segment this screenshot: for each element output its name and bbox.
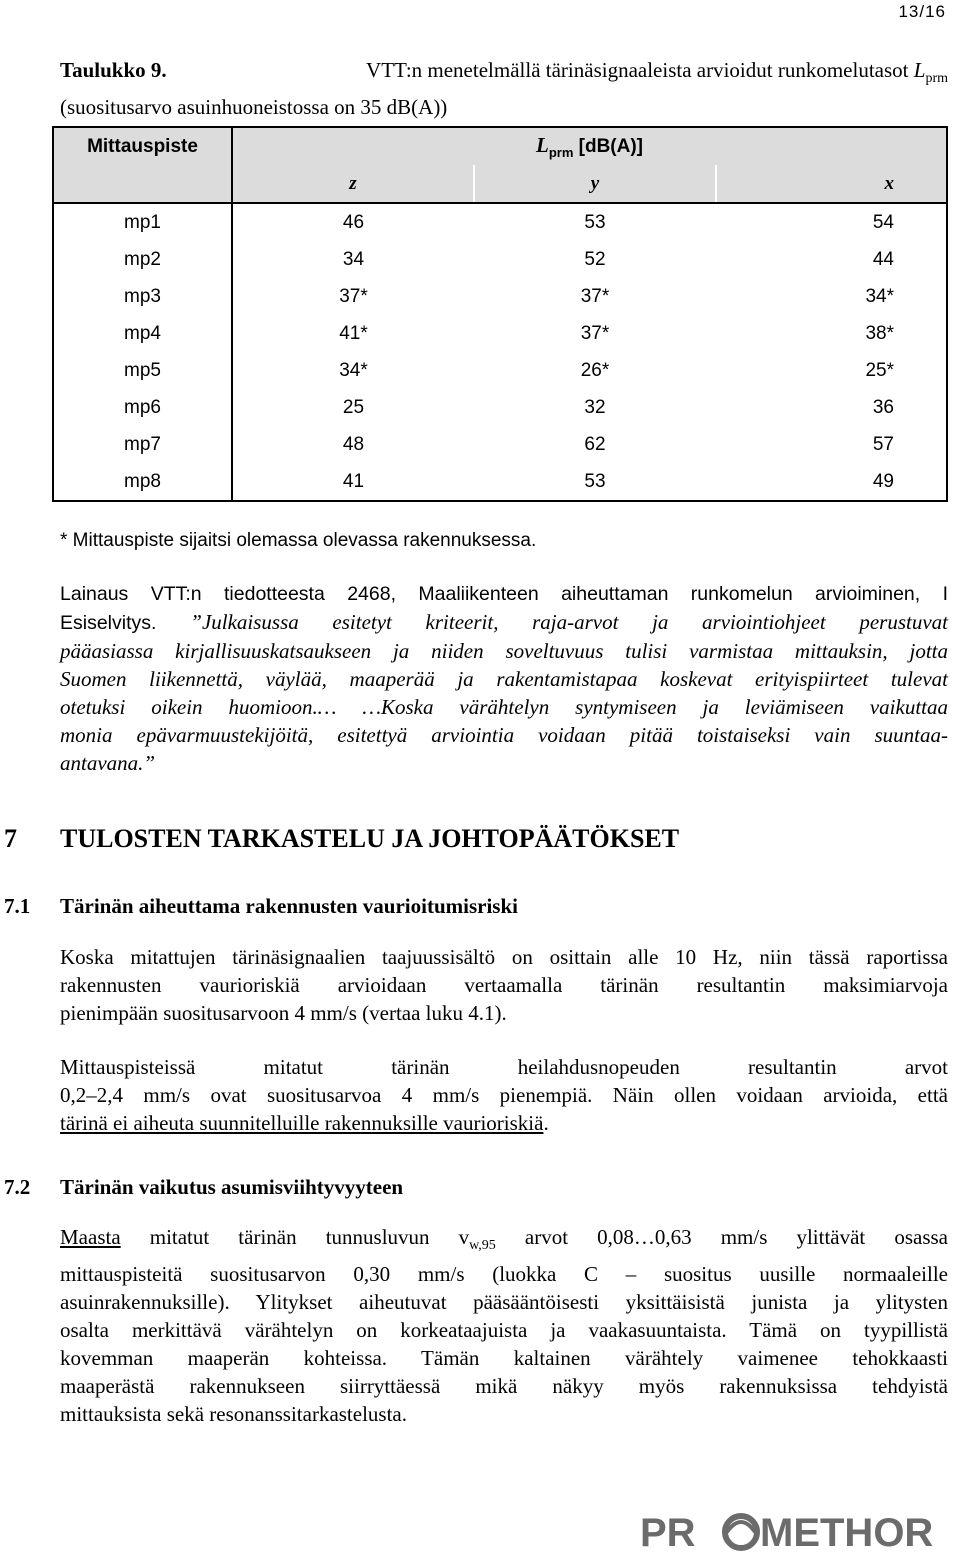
header-unit: [dB(A)] <box>578 136 644 158</box>
cell-point: mp8 <box>53 463 232 501</box>
section-7-title: TULOSTEN TARKASTELU JA JOHTOPÄÄTÖKSET <box>60 824 680 853</box>
logo-o-mark <box>725 1516 757 1548</box>
caption-text-2: (suositusarvo asuinhuoneistossa on 35 dB(A)) <box>60 95 448 120</box>
cell-x: 44 <box>872 248 894 270</box>
quote-line-3: pääasiassa kirjallisuuskatsaukseen ja niiden soveltuvuus tulisi varmistaa mittauksin, jotta <box>60 639 948 663</box>
header-symbol: L <box>535 133 549 158</box>
section-7-number: 7 <box>4 824 17 853</box>
quote-block <box>60 580 948 777</box>
table-row <box>53 463 947 501</box>
paragraph-line: asuinrakennuksille). Ylitykset aiheutuvat pääsääntöisesti yksittäisistä junista ja ylitysten <box>60 1290 948 1315</box>
paragraph-line: kovemman maaperän kohteissa. Tämän kaltainen värähtely vaimenee tehokkaasti <box>60 1346 948 1371</box>
cell-y: 53 <box>584 211 606 233</box>
cell-x: 57 <box>872 433 894 455</box>
table-row <box>53 203 947 241</box>
cell-x: 54 <box>872 211 894 233</box>
caption-text: VTT:n menetelmällä tärinäsignaaleista arvioidut runkomelutasot <box>366 58 909 82</box>
paragraph-line: 0,2–2,4 mm/s ovat suositusarvoa 4 mm/s pienempiä. Näin ollen voidaan arvioida, että <box>60 1083 948 1107</box>
cell-x: 38* <box>865 322 894 344</box>
table-row <box>53 241 947 278</box>
paragraph-line: Koska mitattujen tärinäsignaalien taajuussisältö on osittain alle 10 Hz, niin tässä raportissa <box>60 945 948 969</box>
header-symbol-sub: prm <box>548 144 574 160</box>
header-quantity <box>232 127 947 165</box>
section-7-2-heading <box>4 1175 403 1200</box>
header-point: Mittauspiste <box>53 127 232 165</box>
cell-z: 25 <box>342 396 365 418</box>
header-axis-y: y <box>474 165 716 203</box>
cell-z: 37* <box>339 285 368 307</box>
quote-line-6: monia epävarmuustekijöitä, esitettyä arviointia voidaan pitää toistaiseksi vain suuntaa- <box>60 723 948 747</box>
quote-line-4: Suomen liikennettä, väylää, maaperää ja rakentamistapaa koskevat erityispiirteet tulevat <box>60 667 948 691</box>
quote-line-2-italic: ”Julkaisussa esitetyt kriteerit, raja-arvot ja arviointiohjeet perustuvat <box>190 610 948 634</box>
cell-y: 53 <box>584 470 606 492</box>
section-7-1-title: Tärinän aiheuttama rakennusten vaurioitumisriski <box>60 894 518 918</box>
cell-y: 32 <box>584 396 606 418</box>
cell-z: 41* <box>339 322 368 344</box>
logo-text-left: PR <box>640 1511 696 1552</box>
cell-point: mp2 <box>53 241 232 278</box>
cell-y: 52 <box>584 248 606 270</box>
section-7-1-heading <box>4 894 518 919</box>
cell-point: mp1 <box>53 203 232 241</box>
section-7-1-number: 7.1 <box>4 894 31 918</box>
paragraph-line: osalta merkittävä värähtelyn on korkeataajuista ja vaakasuuntaista. Tämä on tyypillistä <box>60 1318 948 1343</box>
table-footnote: * Mittauspiste sijaitsi olemassa olevassa rakennuksessa. <box>60 530 537 551</box>
cell-z: 48 <box>342 433 365 455</box>
paragraph-line: mittauksista sekä resonanssitarkastelusta. <box>60 1402 408 1427</box>
cell-z: 34 <box>342 248 365 270</box>
promethor-logo <box>640 1508 950 1552</box>
table-row <box>53 426 947 463</box>
cell-z: 41 <box>342 470 365 492</box>
header-axis-x: x <box>716 165 947 203</box>
header-blank <box>53 165 232 203</box>
cell-point: mp4 <box>53 315 232 352</box>
logo-text-right: METHOR <box>760 1511 934 1552</box>
paragraph-line: pienimpään suositusarvoon 4 mm/s (vertaa luku 4.1). <box>60 1001 507 1025</box>
underlined-conclusion: tärinä ei aiheuta suunnitelluille rakennuksille vaurioriskiä <box>60 1111 544 1135</box>
caption-symbol: L <box>913 58 926 82</box>
table-caption <box>60 56 948 121</box>
cell-z: 46 <box>342 211 365 233</box>
cell-point: mp5 <box>53 352 232 389</box>
cell-x: 36 <box>872 396 894 418</box>
cell-y: 62 <box>584 433 606 455</box>
quote-line-2-plain: Esiselvitys. <box>60 612 157 634</box>
quote-line-7: antavana.” <box>60 751 156 775</box>
underlined-word: Maasta <box>60 1225 121 1249</box>
paragraph-end: . <box>543 1111 549 1135</box>
cell-x: 25* <box>865 359 894 381</box>
cell-x: 49 <box>872 470 894 492</box>
paragraph-line: maaperästä rakennukseen siirryttäessä mikä näkyy myös rakennuksissa tehdyistä <box>60 1374 948 1399</box>
section-7-heading <box>4 824 679 854</box>
subscript: w,95 <box>469 1238 496 1254</box>
paragraph-line: mittauspisteitä suositusarvon 0,30 mm/s (luokka C – suositus uusille normaaleille <box>60 1262 948 1287</box>
cell-z: 34* <box>339 359 368 381</box>
cell-y: 37* <box>580 322 610 344</box>
quote-line-1: Lainaus VTT:n tiedotteesta 2468, Maaliikenteen aiheuttaman runkomelun arvioiminen, I <box>60 583 948 605</box>
paragraph-text: mitatut tärinän tunnusluvun v <box>120 1225 470 1249</box>
paragraph-line: Mittauspisteissä mitatut tärinän heilahdusnopeuden resultantin arvot <box>60 1055 948 1079</box>
cell-point: mp6 <box>53 389 232 426</box>
section-7-1-paragraph-1 <box>60 943 948 1027</box>
cell-y: 26* <box>580 359 610 381</box>
header-axis-z: z <box>232 165 474 203</box>
quote-line-5: otetuksi oikein huomioon.… …Koska värähtelyn syntymiseen ja leviämiseen vaikuttaa <box>60 695 948 719</box>
table-row <box>53 352 947 389</box>
caption-symbol-sub: prm <box>925 71 948 87</box>
cell-point: mp3 <box>53 278 232 315</box>
table-row <box>53 278 947 315</box>
noise-level-table <box>52 126 948 502</box>
caption-label: Taulukko 9. <box>60 58 167 82</box>
cell-y: 37* <box>580 285 610 307</box>
section-7-2-title: Tärinän vaikutus asumisviihtyvyyteen <box>60 1175 404 1199</box>
cell-point: mp7 <box>53 426 232 463</box>
section-7-2-number: 7.2 <box>4 1175 31 1199</box>
paragraph-line: rakennusten vaurioriskiä arvioidaan vertaamalla tärinän resultantin maksimiarvoja <box>60 973 948 997</box>
section-7-2-paragraph <box>60 1223 948 1428</box>
cell-x: 34* <box>865 285 894 307</box>
table-row <box>53 389 947 426</box>
section-7-1-paragraph-2 <box>60 1053 948 1137</box>
page-number: 13/16 <box>898 2 946 21</box>
table-row <box>53 315 947 352</box>
paragraph-text: arvot 0,08…0,63 mm/s ylittävät osassa <box>495 1225 948 1249</box>
